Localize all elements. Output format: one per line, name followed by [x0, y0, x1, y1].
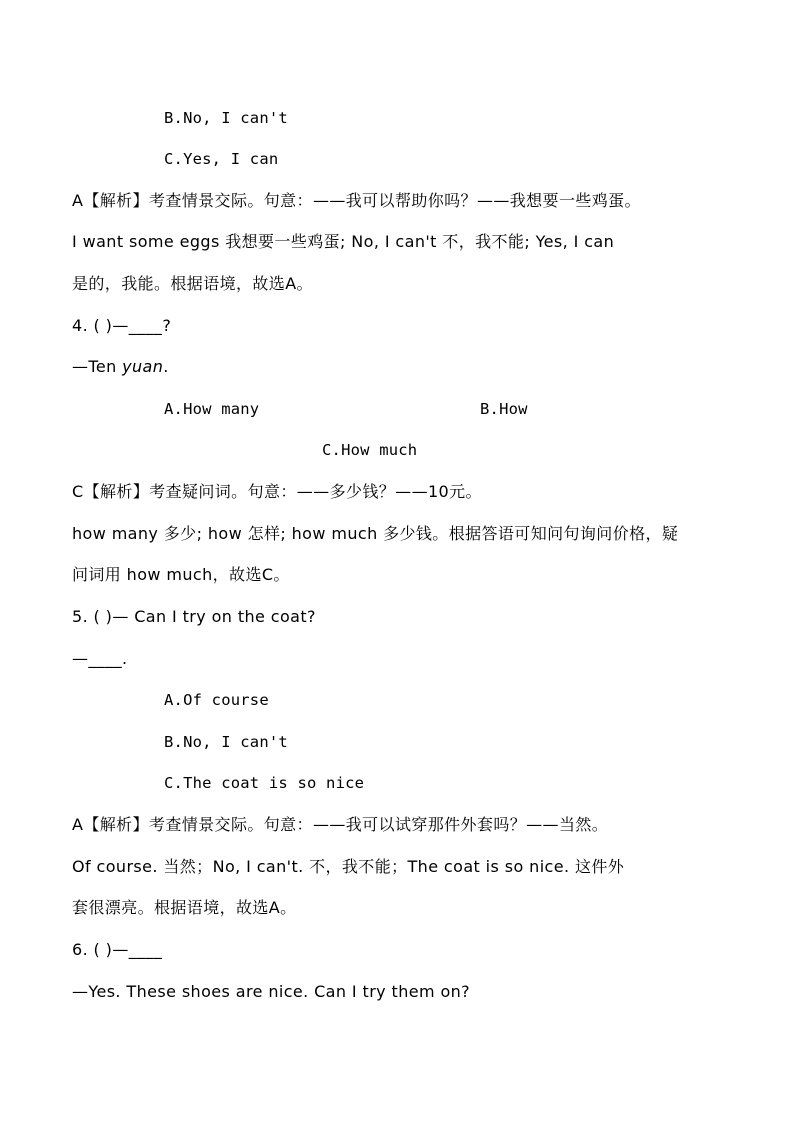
q3-analysis-line-1: A【解析】考查情景交际。句意：——我可以帮助你吗？——我想要一些鸡蛋。 — [72, 191, 641, 210]
q5-reply: —____. — [72, 649, 128, 668]
q4-analysis-line-1: C【解析】考查疑问词。句意：——多少钱？——10元。 — [72, 482, 482, 501]
q4-analysis-line-2: how many 多少; how 怎样; how much 多少钱。根据答语可知问句询问价格，疑 — [72, 524, 679, 543]
q5-analysis-line-2: Of course. 当然；No, I can't. 不，我不能；The coat is so nice. 这件外 — [72, 857, 625, 876]
q5-stem: 5. ( )— Can I try on the coat? — [72, 607, 316, 626]
q4-analysis-line-3: 问词用 how much，故选C。 — [72, 565, 290, 584]
q5-option-a: A.Of course — [164, 691, 269, 709]
q3-analysis-line-2: I want some eggs 我想要一些鸡蛋; No, I can't 不，我不能; Yes, I can — [72, 232, 615, 251]
q3-analysis-line-3: 是的，我能。根据语境，故选A。 — [72, 274, 313, 293]
q6-stem: 6. ( )—____ — [72, 940, 163, 959]
q4-option-c: C.How much — [322, 441, 418, 459]
q4-option-b: B.How — [480, 400, 528, 418]
q3-option-c: C.Yes, I can — [164, 150, 279, 168]
q5-option-c: C.The coat is so nice — [164, 774, 365, 792]
q4-stem: 4. ( )—____? — [72, 316, 172, 335]
q5-option-b: B.No, I can't — [164, 733, 288, 751]
q5-analysis-line-3: 套很漂亮。根据语境，故选A。 — [72, 898, 297, 917]
q4-option-a: A.How many — [164, 400, 260, 418]
q5-analysis-line-1: A【解析】考查情景交际。句意：——我可以试穿那件外套吗？——当然。 — [72, 815, 609, 834]
q6-reply: —Yes. These shoes are nice. Can I try them on? — [72, 982, 471, 1001]
q4-reply — [72, 357, 169, 377]
q4-reply-suffix: . — [163, 357, 169, 376]
q4-reply-prefix: —Ten — [72, 357, 123, 376]
q4-reply-italic: yuan — [122, 357, 164, 376]
q3-option-b: B.No, I can't — [164, 109, 288, 127]
